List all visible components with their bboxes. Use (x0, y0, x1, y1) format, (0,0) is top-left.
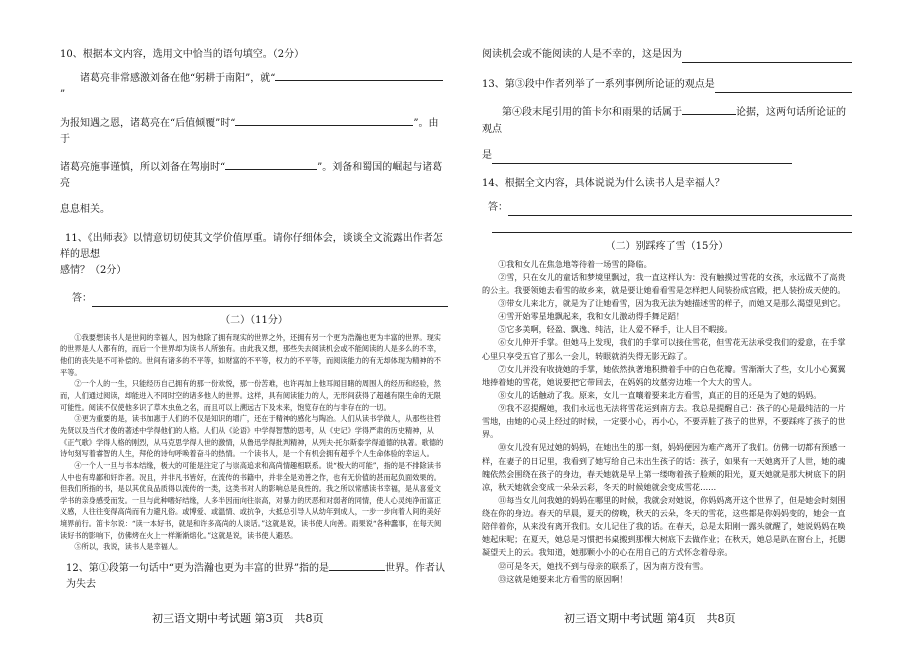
passage2-para-6: ⑥女儿伸开手掌。但她马上发现，我们的手掌可以接住雪花，但雪花无法承受我们的爱意，在手掌心里只享受五官了那么一会儿，转眼就消失得无影无踪了。 (482, 337, 846, 361)
passage2-para-11: ⑪每当女儿问我她的妈妈在哪里的时候，我就会对她说，你妈妈离开这个世界了，但是她会时刻围绕在你的身边。春天的早晨，夏天的傍晚，秋天的云朵，冬天的雪花，这些都是你妈妈变的，她会一直陪伴着你，从来没有离开我们。女儿记住了我的话。在春天，总是太阳刚一露头就醒了，她说妈妈在唤她起床呢；在夏天，她总是习惯把书桌搬到那棵大树底下去做作业；在秋天，她总是趴在窗台上，托腮凝望天上的云。我知道，她那颗小小的心在用自己的方式怀念着母亲。 (482, 494, 846, 558)
footer-page-3: 初三语文期中考试题 第3页 共8页 (152, 612, 324, 625)
passage1-para-2: ②一个人的一生，只能经历自己拥有的那一份欢悦，那一份苦难，也许再加上他耳闻目睹的周围人的经历和经验，然而，人们通过阅读，却能进入不同时空的诸多他人的世界。这样，具有阅读能力的人，无形间获得了超越有限生命的无限可能性。阅读不仅使他多识了草木虫鱼之名，而且可以上溯远古下及未来，饱览存在的与非存在的一切。 (60, 379, 441, 412)
section-2-title: （二）（11分） (220, 315, 288, 327)
passage1-para-3: ③更为重要的是，读书加惠于人们的不仅是知识的增广，还在于精神的感化与陶冶。人们从读书学做人，从那些往哲先贤以及当代才俊的著述中学得他们的人格。人们从《论语》中学得智慧的思考，从《史记》学得严肃的历史精神，从《正气歌》学得人格的刚烈，从马克思学得人世的激情，从鲁迅学得批判精神，从列夫·托尔斯泰学得道德的执著。歌德的诗句刻写着睿智的人生，拜伦的诗句呼唤着奋斗的热情。一个读书人，是一个有机会拥有超乎个人生命体验的幸运人。 (60, 414, 444, 459)
q14-answer-line-1[interactable] (508, 204, 852, 216)
q12-blank-1[interactable] (329, 559, 385, 571)
q10-line2 (60, 114, 448, 148)
q10-line1 (60, 69, 448, 103)
q10-text-d: ”。由于 (60, 117, 439, 145)
passage2-para-10: ⑩女儿没有见过她的妈妈，在她出生的那一刻，妈妈便因为难产离开了我们。仿佛一切都有预感一样，在妻子的日记里，我看到了她写给自己未出生孩子的话：孩子，如果有一天她离开了人世，她的魂魄依然会围绕在孩子的身边，春天她就是早上第一缕吻着孩子脸颊的阳光，夏天她就是那大树底下的阴凉，秋天她就会变成一朵朵云彩，冬天的时候她就会变成雪花…… (482, 442, 846, 492)
passage2-para-12: ⑫可是冬天，她找不到与母亲的联系了，因为南方没有雪。 (498, 560, 709, 571)
right-column (482, 47, 852, 586)
q14-answer (482, 200, 852, 216)
q12-continuation (482, 47, 852, 63)
q12-line (60, 559, 448, 593)
q10-text-b: ” (60, 89, 66, 101)
passage2-para-1: ①我和女儿在焦急地等待着一场雪的降临。 (498, 258, 652, 269)
q12-text-c: 阅读机会或不能阅读的人是不幸的，这是因为 (482, 49, 682, 60)
left-column (60, 47, 448, 594)
passage2-para-2: ②雪，只在女儿的童话和梦境里飘过，我一直这样认为：没有触摸过雪花的女孩，永远做不了高贵的公主。我要领她去看雪的故乡来，就是要让她看看雪是怎样把人间装扮成宫殿，把人装扮成天使的。 (482, 271, 846, 295)
q13-blank-1[interactable] (715, 81, 852, 93)
q13-line2 (482, 103, 852, 137)
q14-title: 14、根据全文内容，具体说说为什么读书人是幸福人？ (482, 178, 725, 190)
q11-answer-line[interactable] (92, 295, 448, 307)
passage2-para-8: ⑧女儿的话触动了我。原来，女儿一直嚷着要来北方看雪，真正的目的还是为了她的妈妈。 (498, 389, 822, 400)
passage2-para-5: ⑤它多美啊，轻盈、飘逸、纯洁，让人爱不释手，让人目不暇接。 (498, 324, 733, 335)
passage1-para-1: ①我要想读书人是世间的幸福人，因为他除了拥有现实的世界之外，还拥有另一个更为浩瀚也更为丰富的世界。现实的世界是人人都有的，而后一个世界却为读书人所独有。由此我又想，那些失去阅读机会或不能阅读的人是多么的不幸，他们的丧失是不可补偿的。世间有诸多的不平等，如财富的不平等，权力的不平等，而阅读能力的有无却体现为精神的不平等。 (60, 332, 441, 377)
q10-text-e: 诸葛亮施事谨慎，所以刘备在驾崩时“ (60, 162, 226, 174)
passage1-para-4: ④一个人一旦与书本结缘，极大的可能是注定了与崇高追求和高尚情趣相联系。说“极大的可能”，指的是不排除读书人中也有卑鄙和奸诈者。况且，并非凡书皆好，在流传的书籍中，并非全是劝善之作，也有无价值的甚而起负面效果的。但我们所指的书，是以其优良品质得以流传的一类，这类书对人的影响总是良性的。我之所以常感读书幸福，是从喜爱文学书的亲身感受而发。一旦与此种嗜好结缘，人多半因而向往崇高，对暴力的厌恶和对弱者的同情，使人心灵纯净而富正义感，人往往变得高尚而有力避凡俗。或博爱、或温情、或抗争，大抵总引导人从幼年到成人，一步一步向着人间的美好境界前行。笛卡尔说：“读一本好书，就是和许多高尚的人谈话。”这就是说，读书使人向善。雨果说“各种蠢事，在每天阅读好书的影响下，仿佛烤在火上一样渐渐熔化。”这就是说，读书使人避恶。 (60, 460, 442, 540)
passage2-para-7: ⑦女儿并没有收拢她的手掌，她依然执著地积攒着手中的白色花瓣。雪渐渐大了些，女儿小心翼翼地捧着她的雪花，她说要把它带回去，在妈妈的坟墓旁边堆一个大大的雪人。 (482, 363, 846, 387)
q13-text-b: 论据，这两句话所论证的观点 (482, 107, 846, 135)
q10-blank-3[interactable] (225, 158, 317, 170)
q11-answer (60, 291, 448, 307)
q13-blank-2[interactable] (682, 103, 736, 115)
q12-text-a: 12、第①段第一句话中“更为浩瀚也更为丰富的世界”指的是 (66, 563, 329, 575)
q10-blank-2[interactable] (235, 114, 413, 126)
q10-text-c: 为报知遇之恩，诸葛亮在“后值倾覆”时“ (60, 117, 236, 129)
q10-line3 (60, 158, 448, 192)
q13-title: 13、第③段中作者列举了一系列事例所论证的观点是 (482, 79, 715, 91)
q11-title-2: 感情？（2分） (60, 265, 127, 277)
q13-text-c: 是 (482, 149, 492, 161)
passage2-para-4: ④雪开始零星地飘起来，我和女儿激动得手舞足蹈！ (498, 311, 684, 322)
passage2-para-3: ③带女儿来北方，就是为了让她看雪，因为我无法为她描述雪的样子，而她又是那么渴望见到它。 (498, 298, 846, 308)
q10-line4: 息息相关。 (60, 204, 110, 216)
q13-line3 (482, 148, 852, 164)
q11-answer-label: 答： (72, 293, 92, 305)
q13-blank-3[interactable] (492, 152, 792, 164)
passage2-para-9: ⑨我不忍提醒她，我们永远也无法将雪花运到南方去。我总是提醒自己：孩子的心是最纯洁的一片雪地，由她的心灵上经过的时候，一定要小心，再小心，不要弄脏了孩子的世界，不要踩疼了孩子的世界。 (482, 403, 846, 440)
section-3-title: （二）别踩疼了雪（15分） (605, 241, 729, 253)
q10-text-a: 诸葛亮非常感激刘备在他“躬耕于南阳”，就“ (80, 73, 276, 85)
q12-blank-2[interactable] (682, 51, 852, 63)
footer-page-4: 初三语文期中考试题 第4页 共8页 (564, 612, 736, 625)
q10-title: 10、根据本文内容，选用文中恰当的语句填空。（2分） (60, 49, 305, 60)
q10-text-f: ”。刘备和蜀国的崛起与诸葛亮 (60, 162, 443, 190)
passage1-para-5: ⑤所以，我说，读书人是幸福人。 (74, 542, 183, 552)
q11-title: 11、《出师表》以情意切切使其文学价值厚重。请你仔细体会，谈谈全文流露出作者怎样的思想 (60, 232, 443, 260)
q13-title-line (482, 77, 852, 93)
passage2-para-13: ⑬这就是她要来北方看雪的原因啊！ (498, 573, 628, 584)
reading-passage-2 (482, 258, 852, 586)
q14-answer-label: 答： (488, 202, 508, 214)
q13-text-a: 第④段末尾引用的笛卡尔和雨果的话属于 (502, 107, 682, 119)
q10-blank-1[interactable] (275, 69, 443, 81)
reading-passage-1 (60, 332, 448, 553)
q14-answer-line-2[interactable] (492, 220, 852, 233)
q12-text-b: 世界。作者认为失去 (66, 563, 445, 591)
